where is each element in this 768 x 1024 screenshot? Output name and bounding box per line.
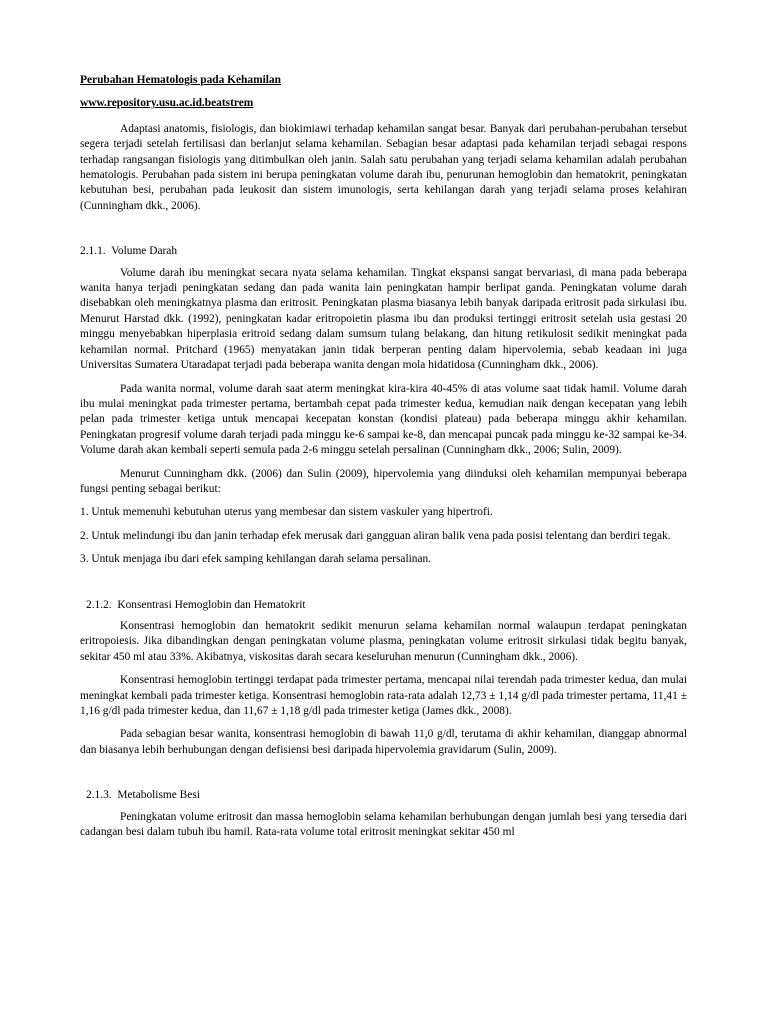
section-number: 2.1.1. [80,245,106,258]
paragraph: Peningkatan volume eritrosit dan massa hemoglobin selama kehamilan berhubungan dengan jumlah besi yang tersedia dari cadangan besi dalam tubuh ibu hamil. Rata-rata volume total eritrosit meningkat sekitar 450 ml [80,810,687,839]
section-title: Volume Darah [111,245,178,258]
section-heading-metabolisme-besi [80,788,687,803]
document-content [80,73,687,848]
paragraph: Volume darah ibu meningkat secara nyata selama kehamilan. Tingkat ekspansi sangat bervariasi, di mana pada beberapa wanita hanya terjadi peningkatan sedang dan pada wanita lain peningkatan hampir berlipat ganda. Peningkatan volume darah disebabkan oleh meningkatnya plasma dan eritrosit. Peningkatan plasma biasanya lebih banyak daripada eritrosit pada sirkulasi ibu. Menurut Harstad dkk. (1992), peningkatan kadar eritropoietin plasma ibu dan produksi tertinggi eritrosit setelah usia gestasi 20 minggu menyebabkan hiperplasia eritroid sedang dalam sumsum tulang belakang, dan hitung retikulosit sedikit meningkat pada kehamilan normal. Pritchard (1965) menyatakan janin tidak berperan penting dalam hipervolemia, sebab keadaan ini juga Universitas Sumatera Utaradapat terjadi pada beberapa wanita dengan mola hidatidosa (Cunningham dkk., 2006). [80,266,687,372]
intro-paragraph: Adaptasi anatomis, fisiologis, dan biokimiawi terhadap kehamilan sangat besar. Banyak dari perubahan-perubahan tersebut segera terjadi setelah fertilisasi dan berlanjut selama kehamilan. Sebagian besar adaptasi pada kehamilan terjadi sebagai respons terhadap rangsangan fisiologis yang ditimbulkan oleh janin. Salah satu perubahan yang terjadi selama kehamilan adalah perubahan hematologis. Perubahan pada sistem ini berupa peningkatan volume darah ibu, penurunan hemoglobin dan hematokrit, peningkatan kebutuhan besi, perubahan pada leukosit dan sistem imunologis, serta kehilangan darah yang terjadi selama proses kelahiran (Cunningham dkk., 2006). [80,122,687,212]
paragraph: Pada sebagian besar wanita, konsentrasi hemoglobin di bawah 11,0 g/dl, terutama di akhir kehamilan, dianggap abnormal dan biasanya lebih berhubungan dengan defisiensi besi daripada hipervolemia gravidarum (Sulin, 2009). [80,728,687,756]
section-heading-konsentrasi-hemoglobin [80,598,687,613]
section-heading-volume-darah [80,244,687,259]
source-link[interactable]: www.repository.usu.ac.id.beatstrem [80,97,254,110]
paragraph: Pada wanita normal, volume darah saat aterm meningkat kira-kira 40-45% di atas volume saat tidak hamil. Volume darah ibu mulai meningkat pada trimester pertama, bertambah cepat pada trimester kedua, kemudian naik dengan kecepatan yang lebih pelan pada trimester ketiga untuk mencapai kecepatan konstan (kondisi plateau) pada beberapa minggu akhir kehamilan. Peningkatan progresif volume darah terjadi pada minggu ke-6 sampai ke-8, dan mencapai puncak pada minggu ke-32 sampai ke-34. Volume darah akan kembali seperti semula pada 2-6 minggu setelah persalinan (Cunningham dkk., 2006; Sulin, 2009). [80,382,687,457]
paragraph: Menurut Cunningham dkk. (2006) dan Sulin (2009), hipervolemia yang diinduksi oleh kehamilan mempunyai beberapa fungsi penting sebagai berikut: [80,467,687,495]
paragraph: Konsentrasi hemoglobin dan hematokrit sedikit menurun selama kehamilan normal walaupun terdapat peningkatan eritropoiesis. Jika dibandingkan dengan peningkatan volume plasma, peningkatan volume eritrosit sirkulasi tidak begitu banyak, sekitar 450 ml atau 33%. Akibatnya, viskositas darah secara keseluruhan menurun (Cunningham dkk., 2006). [80,619,687,663]
list-item: 1. Untuk memenuhi kebutuhan uterus yang membesar dan sistem vaskuler yang hipertrofi. [80,506,493,519]
document-title: Perubahan Hematologis pada Kehamilan [80,74,281,86]
section-number: 2.1.2. [86,598,112,611]
section-number: 2.1.3. [86,789,112,802]
section-title: Konsentrasi Hemoglobin dan Hematokrit [117,598,306,611]
list-item: 2. Untuk melindungi ibu dan janin terhadap efek merusak dari gangguan aliran balik vena pada posisi telentang dan berdiri tegak. [80,529,671,542]
section-title: Metabolisme Besi [117,789,200,802]
paragraph: Konsentrasi hemoglobin tertinggi terdapat pada trimester pertama, mencapai nilai terendah pada trimester kedua, dan mulai meningkat kembali pada trimester ketiga. Konsentrasi hemoglobin rata-rata adalah 12,73 ± 1,14 g/dl pada trimester pertama, 11,41 ± 1,16 g/dl pada trimester kedua, dan 11,67 ± 1,18 g/dl pada trimester ketiga (James dkk., 2008). [80,674,687,717]
list-item: 3. Untuk menjaga ibu dari efek samping kehilangan darah selama persalinan. [80,553,432,566]
